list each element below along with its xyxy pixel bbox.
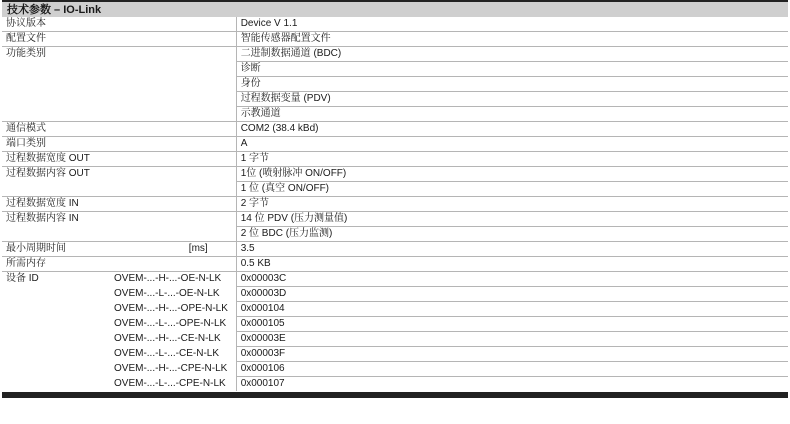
row-label-device-variant bbox=[2, 362, 236, 377]
device-variant: OVEM-...-H-...-CE-N-LK bbox=[114, 332, 221, 344]
table-row bbox=[2, 182, 788, 197]
table-row bbox=[2, 272, 788, 287]
table-row bbox=[2, 317, 788, 332]
table-row bbox=[2, 122, 788, 137]
row-value-cycle: 3.5 bbox=[236, 242, 788, 257]
table-row bbox=[2, 197, 788, 212]
row-value-pd-content-out-1: 1 位 (真空 ON/OFF) bbox=[236, 182, 788, 197]
table-title: 技术参数 – IO-Link bbox=[2, 0, 788, 17]
spec-table bbox=[2, 17, 788, 391]
row-value-protocol: Device V 1.1 bbox=[236, 17, 788, 32]
row-label-empty bbox=[2, 182, 236, 197]
device-id-value: 0x000106 bbox=[236, 362, 788, 377]
table-row bbox=[2, 377, 788, 392]
cycle-label-text: 最小周期时间 bbox=[6, 243, 66, 254]
row-label-device-variant bbox=[2, 317, 236, 332]
row-label-cycle bbox=[2, 242, 236, 257]
row-value-function-0: 二进制数据通道 (BDC) bbox=[236, 47, 788, 62]
row-label-device-id bbox=[2, 272, 236, 287]
device-id-value: 0x00003D bbox=[236, 287, 788, 302]
row-value-pd-width-in: 2 字节 bbox=[236, 197, 788, 212]
row-label-device-variant bbox=[2, 302, 236, 317]
row-value-function-1: 诊断 bbox=[236, 62, 788, 77]
table-row bbox=[2, 332, 788, 347]
spec-table-container bbox=[2, 0, 788, 398]
device-id-value: 0x000107 bbox=[240, 378, 285, 389]
device-id-label: 设备 ID bbox=[6, 273, 39, 284]
row-label-device-variant bbox=[2, 377, 236, 392]
row-label-pd-content-in: 过程数据内容 IN bbox=[2, 212, 236, 227]
table-row bbox=[2, 227, 788, 242]
row-value-config: 智能传感器配置文件 bbox=[236, 32, 788, 47]
row-label-device-variant bbox=[2, 332, 236, 347]
table-row bbox=[2, 47, 788, 62]
table-row bbox=[2, 212, 788, 227]
row-value-pd-content-in-0: 14 位 PDV (压力测量值) bbox=[236, 212, 788, 227]
table-row bbox=[2, 62, 788, 77]
device-id-value: 0x00003E bbox=[236, 332, 788, 347]
row-label-device-variant bbox=[2, 287, 236, 302]
row-value-function-4: 示教通道 bbox=[236, 107, 788, 122]
device-id-value: 0x00003C bbox=[236, 272, 788, 287]
table-row bbox=[2, 137, 788, 152]
row-value-memory: 0.5 KB bbox=[236, 257, 788, 272]
device-variant: OVEM-...-H-...-OE-N-LK bbox=[114, 273, 222, 284]
table-row bbox=[2, 287, 788, 302]
row-value-pd-width-out: 1 字节 bbox=[236, 152, 788, 167]
row-value-function-2: 身份 bbox=[236, 77, 788, 92]
row-label-comm: 通信模式 bbox=[2, 122, 236, 137]
table-bottom-rule bbox=[2, 392, 788, 398]
table-row bbox=[2, 77, 788, 92]
device-variant: OVEM-...-L-...-OE-N-LK bbox=[114, 287, 220, 299]
table-row bbox=[2, 32, 788, 47]
table-row bbox=[2, 242, 788, 257]
table-row bbox=[2, 362, 788, 377]
row-value-port: A bbox=[236, 137, 788, 152]
device-variant: OVEM-...-H-...-OPE-N-LK bbox=[114, 302, 228, 314]
row-label-empty bbox=[2, 77, 236, 92]
device-id-value: 0x000104 bbox=[236, 302, 788, 317]
row-label-device-variant bbox=[2, 347, 236, 362]
table-row bbox=[2, 107, 788, 122]
table-row bbox=[2, 17, 788, 32]
row-label-memory: 所需内存 bbox=[2, 257, 236, 272]
device-variant: OVEM-...-H-...-CPE-N-LK bbox=[114, 362, 228, 374]
row-label-empty bbox=[2, 62, 236, 77]
device-variant: OVEM-...-L-...-CE-N-LK bbox=[114, 347, 220, 359]
device-variant: OVEM-...-L-...-CPE-N-LK bbox=[114, 377, 226, 389]
table-row bbox=[2, 152, 788, 167]
table-row bbox=[2, 347, 788, 362]
table-row bbox=[2, 167, 788, 182]
row-label-empty bbox=[2, 92, 236, 107]
table-row bbox=[2, 257, 788, 272]
device-id-value: 0x000105 bbox=[236, 317, 788, 332]
row-label-empty bbox=[2, 227, 236, 242]
row-label-config: 配置文件 bbox=[2, 32, 236, 47]
row-label-function: 功能类别 bbox=[2, 47, 236, 62]
row-value-pd-content-out-0: 1位 (喷射脉冲 ON/OFF) bbox=[236, 167, 788, 182]
row-value-function-3: 过程数据变量 (PDV) bbox=[236, 92, 788, 107]
device-id-value: 0x00003F bbox=[236, 347, 788, 362]
row-value-pd-content-in-1: 2 位 BDC (压力监测) bbox=[236, 227, 788, 242]
table-row bbox=[2, 92, 788, 107]
row-label-pd-width-out: 过程数据宽度 OUT bbox=[2, 152, 236, 167]
row-label-pd-width-in: 过程数据宽度 IN bbox=[2, 197, 236, 212]
row-label-empty bbox=[2, 107, 236, 122]
device-variant: OVEM-...-L-...-OPE-N-LK bbox=[114, 317, 227, 329]
row-label-protocol: 协议版本 bbox=[2, 17, 236, 32]
row-value-comm: COM2 (38.4 kBd) bbox=[236, 122, 788, 137]
row-label-port: 端口类别 bbox=[2, 137, 236, 152]
cycle-unit: [ms] bbox=[188, 243, 208, 254]
table-row bbox=[2, 302, 788, 317]
row-label-pd-content-out: 过程数据内容 OUT bbox=[2, 167, 236, 182]
